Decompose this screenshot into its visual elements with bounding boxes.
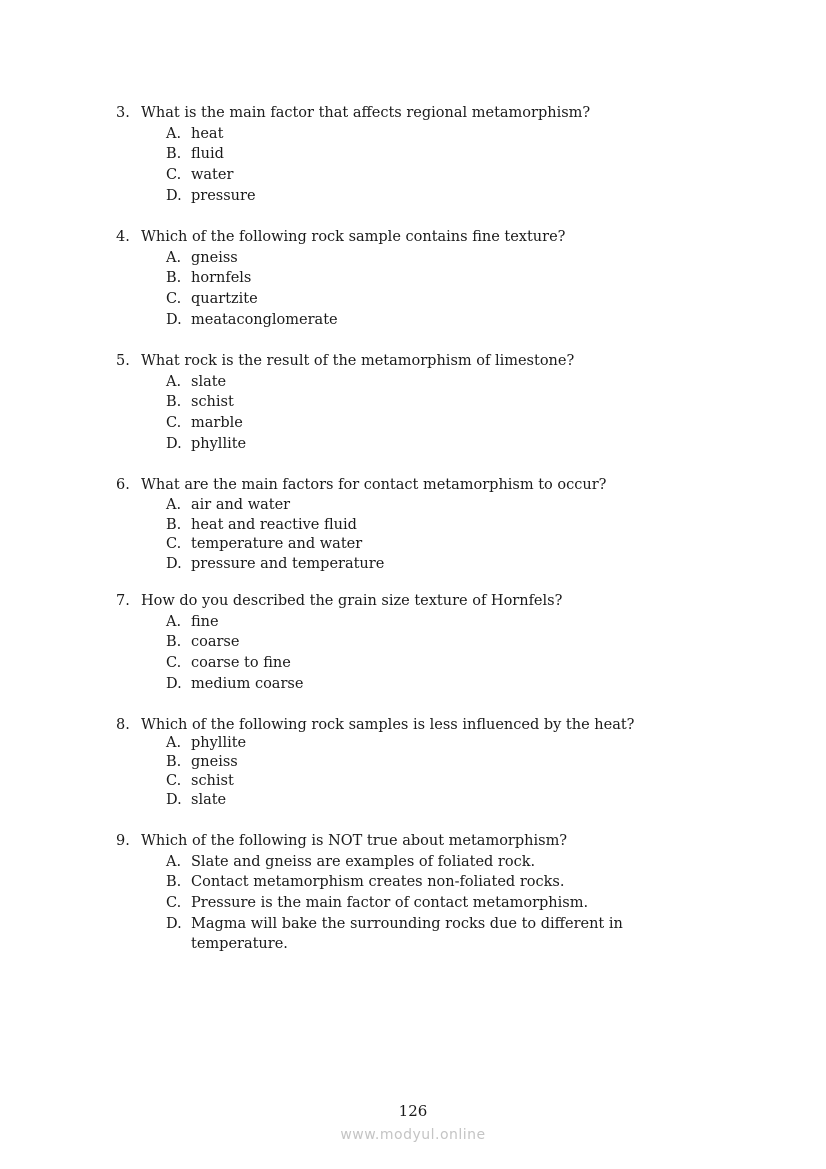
option-d: [166, 434, 716, 454]
option-a: [166, 124, 716, 144]
question-9: [116, 831, 716, 954]
option-c: [166, 413, 716, 433]
question-number: 6.: [116, 477, 130, 493]
question-text: How do you described the grain size texture of Hornfels?: [141, 593, 563, 609]
option-letter: A.: [166, 373, 182, 390]
option-b: [166, 752, 716, 772]
option-d: [166, 790, 716, 810]
option-text: gneiss: [191, 754, 238, 770]
option-a: [166, 372, 716, 392]
option-text: temperature and water: [191, 536, 363, 552]
option-text: schist: [191, 773, 234, 789]
option-b: [166, 632, 716, 652]
option-letter: A.: [166, 735, 182, 751]
option-text: gneiss: [191, 249, 238, 266]
option-letter: D.: [166, 555, 182, 572]
option-letter: A.: [166, 497, 182, 513]
option-c: [166, 289, 716, 309]
option-a: [166, 495, 716, 515]
option-text: coarse to fine: [191, 655, 291, 672]
option-a: [166, 733, 716, 753]
option-letter: B.: [166, 874, 182, 891]
question-text: What rock is the result of the metamorphism of limestone?: [141, 353, 575, 369]
watermark: www.modyul.online: [340, 1127, 486, 1143]
question-7: [116, 591, 716, 694]
option-b: [166, 268, 716, 288]
option-b: [166, 872, 716, 892]
option-letter: C.: [166, 655, 182, 672]
question-text: Which of the following is NOT true about metamorphism?: [141, 833, 568, 849]
question-number: 7.: [116, 593, 130, 609]
option-letter: C.: [166, 291, 182, 308]
question-number: 3.: [116, 105, 130, 121]
option-d: [166, 554, 716, 574]
option-c: [166, 771, 716, 791]
page-number: 126: [398, 1102, 428, 1120]
option-letter: A.: [166, 613, 182, 630]
option-letter: B.: [166, 394, 182, 411]
option-text: coarse: [191, 634, 240, 651]
option-letter: D.: [166, 792, 182, 808]
option-letter: C.: [166, 773, 182, 789]
question-text: Which of the following rock samples is less influenced by the heat?: [141, 717, 635, 733]
option-letter: C.: [166, 415, 182, 432]
option-letter: C.: [166, 895, 182, 912]
option-letter: D.: [166, 187, 182, 204]
question-number: 4.: [116, 229, 130, 245]
option-text: Magma will bake the surrounding rocks due to different in temperature.: [191, 915, 623, 952]
option-c: [166, 534, 716, 554]
question-4: [116, 227, 716, 330]
option-letter: D.: [166, 915, 182, 932]
option-text: marble: [191, 415, 243, 432]
question-number: 9.: [116, 833, 130, 849]
option-b: [166, 392, 716, 412]
question-6: [116, 475, 716, 574]
option-d: [166, 310, 716, 330]
option-text: air and water: [191, 497, 291, 513]
option-letter: D.: [166, 311, 182, 328]
option-letter: C.: [166, 167, 182, 184]
option-letter: B.: [166, 634, 182, 651]
option-text: schist: [191, 394, 234, 411]
option-text: medium coarse: [191, 675, 304, 692]
option-text: water: [191, 167, 234, 184]
option-text: pressure: [191, 187, 256, 204]
option-text: slate: [191, 373, 227, 390]
option-text: phyllite: [191, 735, 247, 751]
option-d: [166, 674, 716, 694]
option-letter: C.: [166, 536, 182, 552]
option-text: quartzite: [191, 291, 258, 308]
option-text: pressure and temperature: [191, 555, 385, 572]
question-8: [116, 715, 716, 810]
option-letter: B.: [166, 754, 182, 770]
question-text: Which of the following rock sample contains fine texture?: [141, 229, 566, 245]
question-number: 5.: [116, 353, 130, 369]
option-text: meataconglomerate: [191, 311, 338, 328]
option-text: fine: [191, 613, 219, 630]
option-a: [166, 612, 716, 632]
option-b: [166, 144, 716, 164]
option-text: heat and reactive fluid: [191, 516, 357, 533]
option-text: hornfels: [191, 270, 252, 287]
option-c: [166, 893, 716, 913]
option-b: [166, 515, 716, 535]
option-letter: B.: [166, 516, 182, 533]
option-text: fluid: [191, 146, 224, 163]
option-letter: A.: [166, 853, 182, 870]
option-text: Pressure is the main factor of contact metamorphism.: [191, 895, 589, 912]
option-letter: D.: [166, 435, 182, 452]
question-number: 8.: [116, 717, 130, 733]
option-letter: B.: [166, 146, 182, 163]
option-a: [166, 852, 716, 872]
option-text: Contact metamorphism creates non-foliated rocks.: [191, 874, 565, 891]
option-text: phyllite: [191, 435, 247, 452]
option-d: [166, 186, 716, 206]
option-c: [166, 165, 716, 185]
option-letter: A.: [166, 249, 182, 266]
option-a: [166, 248, 716, 268]
question-text: What is the main factor that affects regional metamorphism?: [141, 105, 591, 121]
option-letter: B.: [166, 270, 182, 287]
option-d: [166, 914, 716, 954]
option-letter: A.: [166, 125, 182, 142]
option-text: heat: [191, 125, 224, 142]
option-c: [166, 653, 716, 673]
option-text: slate: [191, 792, 227, 808]
option-text: Slate and gneiss are examples of foliated rock.: [191, 853, 536, 870]
question-3: [116, 103, 716, 206]
option-letter: D.: [166, 675, 182, 692]
question-text: What are the main factors for contact metamorphism to occur?: [141, 477, 607, 493]
question-5: [116, 351, 716, 454]
